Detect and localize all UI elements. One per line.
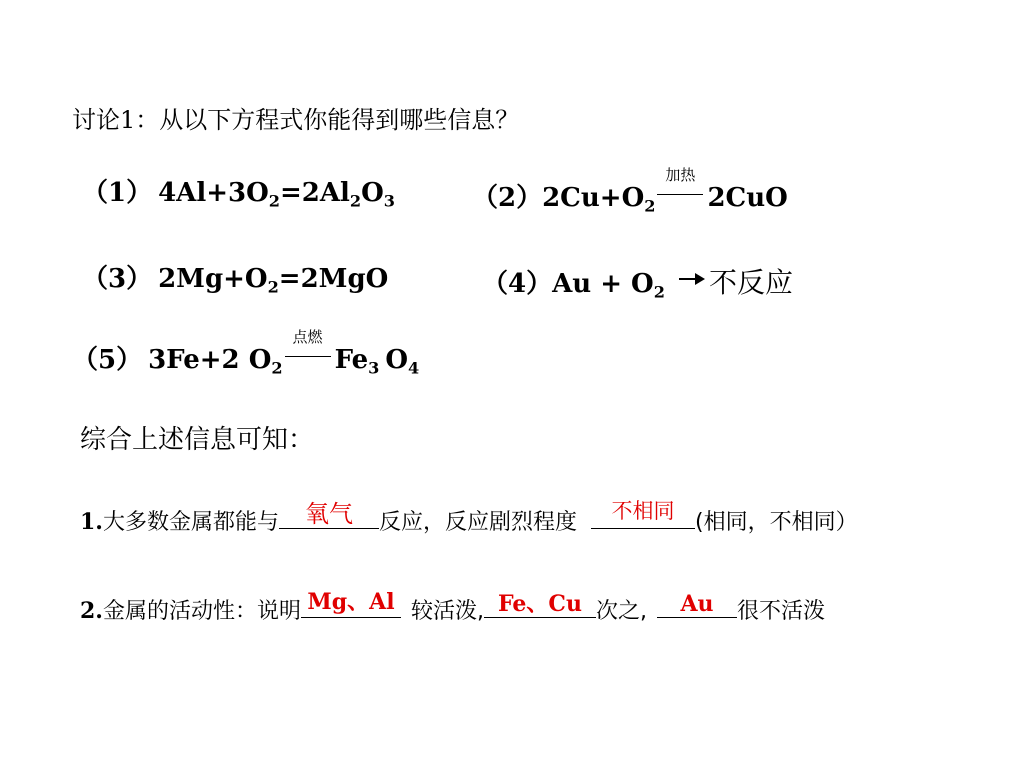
equation-5 (72, 328, 420, 378)
heating-condition-text: 加热 (665, 166, 696, 184)
equation-4-result: 不反应 (708, 266, 793, 299)
answer-most-active: Mg、Al (307, 589, 395, 615)
equation-3-label: （3） (82, 264, 153, 294)
blank-most-active (301, 589, 401, 618)
heating-condition (657, 166, 703, 206)
blank-degree (591, 499, 695, 529)
statement-1-text-c: (相同，不相同） (695, 510, 858, 535)
equation-2-product: 2CuO (707, 183, 788, 213)
equation-1 (82, 178, 396, 211)
statement-2-number: 2. (80, 598, 103, 624)
equation-5-part-c: O (385, 345, 409, 375)
statement-1-text-b: 反应，反应剧烈程度 (378, 510, 577, 535)
answer-degree: 不相同 (611, 499, 675, 523)
equation-3-sub-1: 2 (267, 277, 279, 297)
equation-1-part-c: O (361, 178, 384, 208)
statement-2-text-b: 较活泼, (410, 599, 484, 624)
equation-1-label: （1） (82, 178, 153, 208)
reaction-bar (285, 356, 331, 357)
equation-1-part-b: =2Al (279, 178, 350, 208)
equation-2 (472, 166, 788, 216)
equation-2-sub-1: 2 (644, 196, 656, 216)
statement-2-text-a: 金属的活动性：说明 (102, 599, 301, 624)
summary-heading (80, 427, 314, 453)
blank-inactive (657, 591, 737, 618)
equation-5-part-a: 3Fe+2 O (148, 345, 272, 375)
statement-2-text-d: 很不活泼 (736, 599, 825, 624)
equation-5-sub-2: 3 (368, 358, 380, 378)
equation-1-part-a: 4Al+3O (158, 178, 269, 208)
equation-4 (482, 266, 793, 302)
ignition-condition (285, 328, 331, 368)
equation-3-part-b: =2MgO (278, 264, 389, 294)
reaction-bar (657, 194, 703, 195)
statement-2-text-c: 次之, (595, 599, 647, 624)
statement-1-number: 1. (80, 509, 103, 535)
equation-3-part-a: 2Mg+O (158, 264, 268, 294)
statement-1 (80, 499, 858, 535)
answer-less-active: Fe、Cu (498, 591, 582, 617)
equation-5-sub-3: 4 (408, 358, 420, 378)
blank-less-active (484, 591, 596, 618)
answer-oxygen: 氧气 (304, 500, 353, 528)
right-arrow-icon (679, 266, 705, 292)
equation-2-part-a: 2Cu+O (542, 183, 645, 213)
blank-oxygen (279, 500, 379, 529)
ignition-condition-text: 点燃 (292, 328, 323, 346)
discussion-title-text: 讨论1：从以下方程式你能得到哪些信息？ (72, 106, 520, 134)
equation-1-sub-1: 2 (268, 191, 280, 211)
equation-2-label: （2） (472, 183, 543, 213)
equation-4-sub-1: 2 (653, 282, 665, 302)
equation-1-sub-2: 2 (349, 191, 362, 211)
equation-3 (82, 264, 389, 297)
equation-5-part-b: Fe (334, 345, 369, 375)
equation-4-label: （4） (482, 269, 553, 299)
summary-heading-text: 综合上述信息可知： (80, 425, 315, 455)
equation-5-label: （5） (72, 345, 143, 375)
equation-4-part-a: Au + O (552, 269, 654, 299)
statement-2 (80, 589, 825, 624)
discussion-title (72, 108, 519, 132)
answer-inactive: Au (680, 591, 714, 617)
equation-5-sub-1: 2 (271, 358, 283, 378)
statement-1-text-a: 大多数金属都能与 (102, 510, 279, 535)
equation-1-sub-3: 3 (383, 191, 396, 211)
